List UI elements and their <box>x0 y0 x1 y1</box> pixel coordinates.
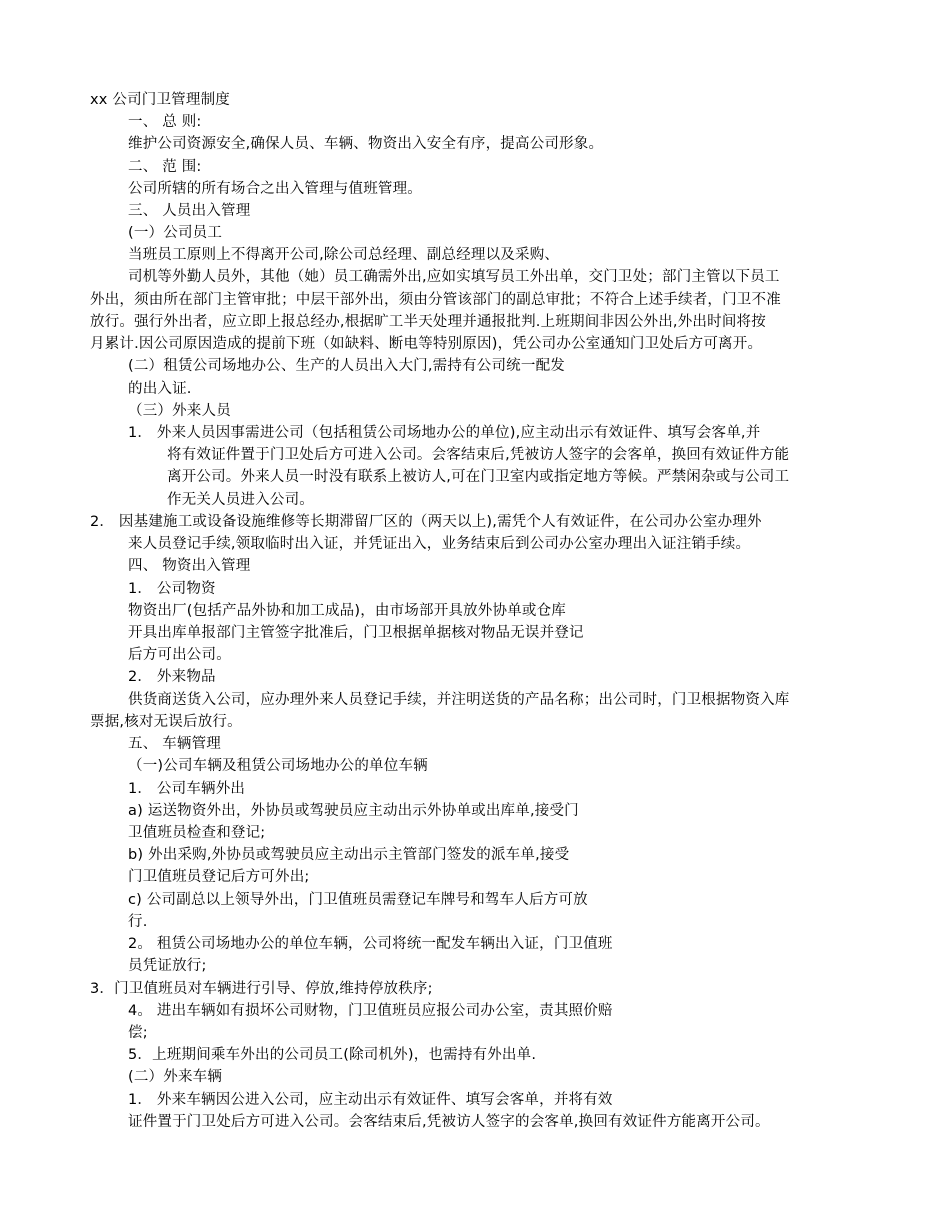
paragraph-line: 离开公司。外来人员一时没有联系上被访人,可在门卫室内或指定地方等候。严禁闲杂或与公司工 <box>167 469 790 485</box>
subsection-heading: （一)公司车辆及租赁公司场地办公的单位车辆 <box>128 758 428 774</box>
subsection-heading: (一）公司员工 <box>128 225 223 241</box>
list-item: 2。 租赁公司场地办公的单位车辆，公司将统一配发车辆出入证，门卫值班 <box>128 936 613 952</box>
list-item: b) 外出采购,外协员或驾驶员应主动出示主管部门签发的派车单,接受 <box>128 847 570 863</box>
section-heading: 二、 范 围: <box>128 159 202 175</box>
paragraph-line: 放行。强行外出者，应立即上报总经办,根据旷工半天处理并通报批判.上班期间非因公外出,外出时间将按 <box>90 314 766 330</box>
paragraph-line: 员凭证放行; <box>128 958 207 974</box>
list-item: c) 公司副总以上领导外出，门卫值班员需登记车牌号和驾车人后方可放 <box>128 892 588 908</box>
list-item: 5．上班期间乘车外出的公司员工(除司机外)，也需持有外出单. <box>128 1047 537 1063</box>
paragraph-line: 作无关人员进入公司。 <box>167 492 314 508</box>
list-item: 4。 进出车辆如有损坏公司财物，门卫值班员应报公司办公室，责其照价赔 <box>128 1003 613 1019</box>
subsection-heading: （三）外来人员 <box>128 403 231 419</box>
paragraph-line: 门卫值班员登记后方可外出; <box>128 869 310 885</box>
section-heading: 三、 人员出入管理 <box>128 203 251 219</box>
paragraph-line: 行. <box>128 914 148 930</box>
paragraph-line: 公司所辖的所有场合之出入管理与值班管理。 <box>128 181 422 197</box>
paragraph-line: 月累计.因公司原因造成的提前下班（如缺料、断电等特别原因)，凭公司办公室通知门卫处后方可离开。 <box>90 336 763 352</box>
list-item: 1． 公司车辆外出 <box>128 781 246 797</box>
list-item: 1． 外来人员因事需进公司（包括租赁公司场地办公的单位),应主动出示有效证件、填写会客单,并 <box>128 425 761 441</box>
list-item: 2． 外来物品 <box>128 669 216 685</box>
paragraph-line: (二）租赁公司场地办公、生产的人员出入大门,需持有公司统一配发 <box>128 358 565 374</box>
paragraph-line: 司机等外勤人员外，其他（她）员工确需外出,应如实填写员工外出单，交门卫处；部门主管以下员工 <box>128 269 780 285</box>
paragraph-line: 卫值班员检查和登记; <box>128 825 266 841</box>
paragraph-line: 后方可出公司。 <box>128 647 231 663</box>
paragraph-line: 当班员工原则上不得离开公司,除公司总经理、副总经理以及采购、 <box>128 247 560 263</box>
list-item: 1． 外来车辆因公进入公司，应主动出示有效证件、填写会客单，并将有效 <box>128 1092 613 1108</box>
section-heading: 四、 物资出入管理 <box>128 558 251 574</box>
paragraph-line: 开具出库单报部门主管签字批准后，门卫根据单据核对物品无误并登记 <box>128 625 584 641</box>
subsection-heading: (二）外来车辆 <box>128 1069 223 1085</box>
list-item: a) 运送物资外出，外协员或驾驶员应主动出示外协单或出库单,接受门 <box>128 803 579 819</box>
list-item: 3．门卫值班员对车辆进行引导、停放,维持停放秩序; <box>90 981 433 997</box>
section-heading: 一、 总 则: <box>128 114 202 130</box>
paragraph-line: 供货商送货入公司，应办理外来人员登记手续，并注明送货的产品名称；出公司时，门卫根据物资入库 <box>128 692 790 708</box>
paragraph-line: 来人员登记手续,领取临时出入证，并凭证出入，业务结束后到公司办公室办理出入证注销手续。 <box>128 536 751 552</box>
paragraph-line: 票据,核对无误后放行。 <box>90 714 242 730</box>
paragraph-line: 物资出厂(包括产品外协和加工成品)，由市场部开具放外协单或仓库 <box>128 603 567 619</box>
list-item: 1． 公司物资 <box>128 581 216 597</box>
paragraph-line: 证件置于门卫处后方可进入公司。会客结束后,凭被访人签字的会客单,换回有效证件方能离开公司。 <box>128 1114 770 1130</box>
list-item: 2． 因基建施工或设备设施维修等长期滞留厂区的（两天以上),需凭个人有效证件，在公司办公室办理外 <box>90 514 762 530</box>
paragraph-line: 外出，须由所在部门主管审批；中层干部外出，须由分管该部门的副总审批；不符合上述手续者，门卫不准 <box>90 292 781 308</box>
paragraph-line: 维护公司资源安全,确保人员、车辆、物资出入安全有序，提高公司形象。 <box>128 136 604 152</box>
paragraph-line: 偿; <box>128 1025 148 1041</box>
paragraph-line: 的出入证. <box>128 381 192 397</box>
section-heading: 五、 车辆管理 <box>128 736 222 752</box>
document-title: xx 公司门卫管理制度 <box>90 92 230 108</box>
paragraph-line: 将有效证件置于门卫处后方可进入公司。会客结束后,凭被访人签字的会客单，换回有效证件方能 <box>167 447 790 463</box>
